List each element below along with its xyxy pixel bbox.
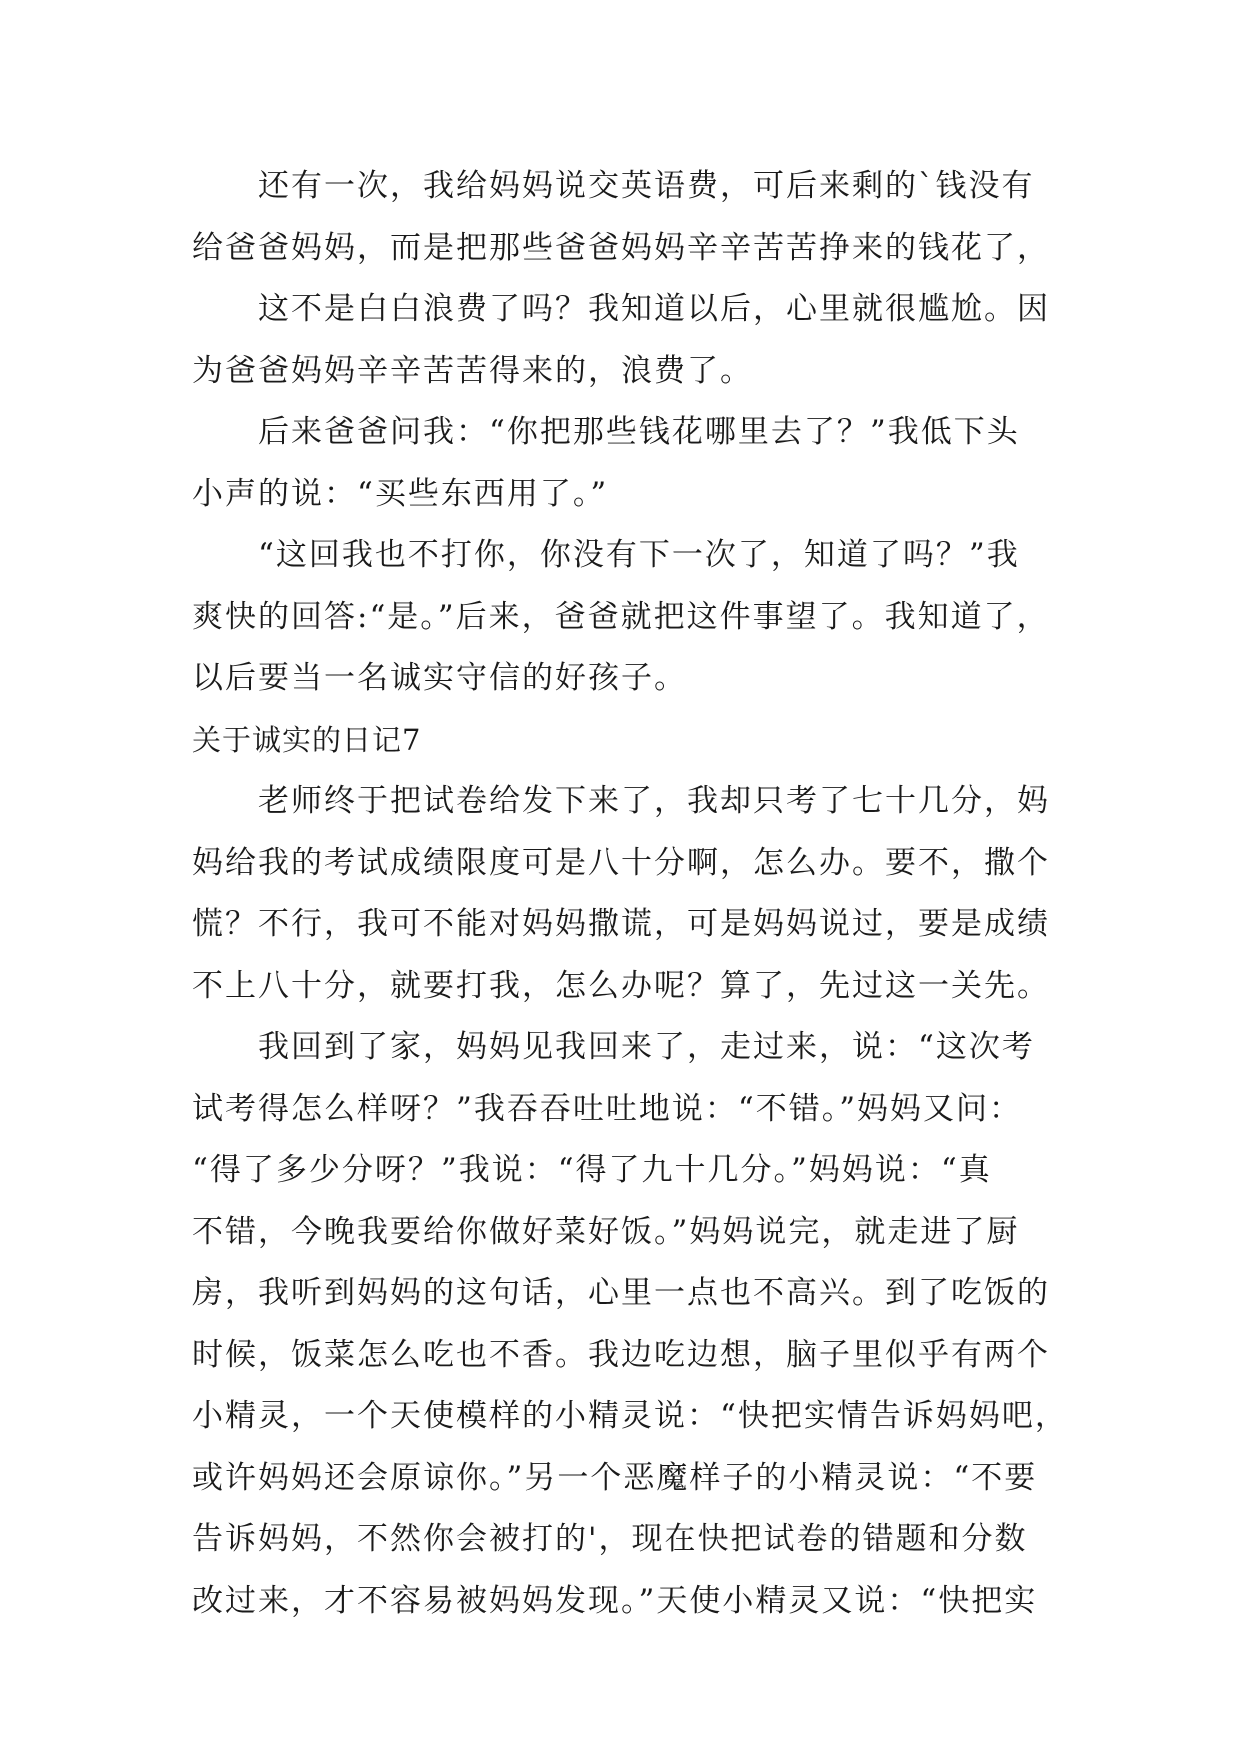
document-body (192, 156, 1072, 1632)
paragraph-line: 为爸爸妈妈辛辛苦苦得来的，浪费了。 (192, 352, 753, 389)
paragraph-line: 慌？不行，我可不能对妈妈撒谎，可是妈妈说过，要是成绩 (192, 906, 1050, 942)
paragraph-line: 爽快的回答:“是。”后来，爸爸就把这件事望了。我知道了， (192, 598, 1050, 635)
paragraph-line: 不上八十分，就要打我，怎么办呢？算了，先过这一关先。 (192, 967, 1050, 1004)
paragraph-line: 小声的说：“买些东西用了。” (192, 475, 609, 512)
paragraph-line: 小精灵，一个天使模样的小精灵说：“快把实情告诉妈妈吧， (192, 1398, 1068, 1434)
paragraph-line: 后来爸爸问我：“你把那些钱花哪里去了？”我低下头 (258, 414, 1020, 450)
paragraph-line: 告诉妈妈，不然你会被打的'，现在快把试卷的错题和分数 (192, 1521, 1028, 1557)
paragraph-line: 试考得怎么样呀？”我吞吞吐吐地说：“不错。”妈妈又问： (192, 1090, 1023, 1127)
paragraph-line: 房，我听到妈妈的这句话，心里一点也不高兴。到了吃饭的 (192, 1275, 1050, 1311)
paragraph-line: 改过来，才不容易被妈妈发现。”天使小精灵又说：“快把实 (192, 1582, 1038, 1619)
paragraph-line: 不错，今晚我要给你做好菜好饭。”妈妈说完，就走进了厨 (192, 1213, 1020, 1250)
paragraph-line: 妈给我的考试成绩限度可是八十分啊，怎么办。要不，撒个 (192, 844, 1050, 881)
paragraph-line: “这回我也不打你，你没有下一次了，知道了吗？”我 (258, 537, 1020, 573)
paragraph-line: 给爸爸妈妈，而是把那些爸爸妈妈辛辛苦苦挣来的钱花了， (192, 229, 1050, 266)
paragraph-line: 这不是白白浪费了吗？我知道以后，心里就很尴尬。因 (258, 291, 1050, 327)
paragraph-line: 老师终于把试卷给发下来了，我却只考了七十几分，妈 (258, 783, 1050, 819)
paragraph-line: “得了多少分呀？”我说：“得了九十几分。”妈妈说：“真 (192, 1152, 992, 1188)
paragraph-line: 以后要当一名诚实守信的好孩子。 (192, 660, 687, 696)
paragraph-line: 我回到了家，妈妈见我回来了，走过来，说：“这次考 (258, 1029, 1035, 1065)
section-heading: 关于诚实的日记7 (192, 722, 422, 757)
paragraph-line: 或许妈妈还会原谅你。”另一个恶魔样子的小精灵说：“不要 (192, 1459, 1038, 1496)
paragraph-line: 时候，饭菜怎么吃也不香。我边吃边想，脑子里似乎有两个 (192, 1336, 1050, 1373)
paragraph-line: 还有一次，我给妈妈说交英语费，可后来剩的`钱没有 (258, 168, 1035, 204)
